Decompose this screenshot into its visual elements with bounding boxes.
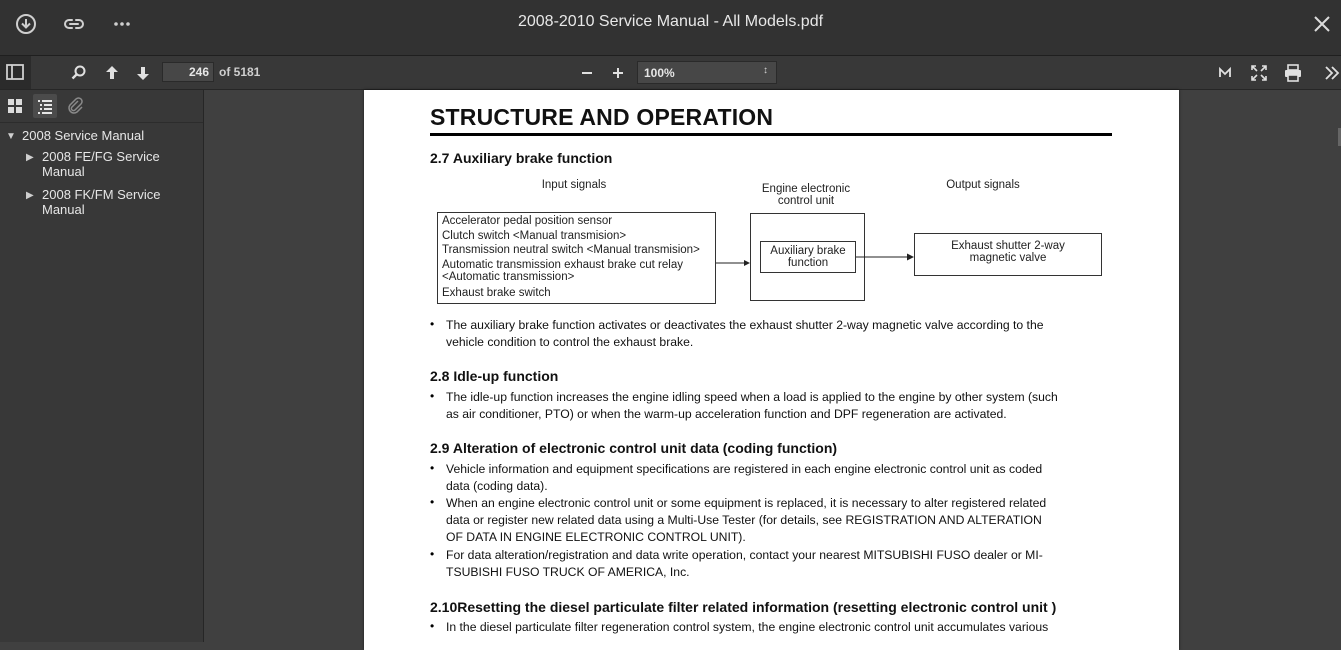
zoom-select[interactable] bbox=[637, 61, 777, 84]
outline-icon[interactable] bbox=[33, 94, 57, 118]
bullet-line: Vehicle information and equipment specifications are registered in each engine electronic control unit as coded bbox=[446, 462, 1043, 476]
bullet-dot: • bbox=[430, 495, 435, 509]
output-line2: magnetic valve bbox=[969, 252, 1047, 264]
bullet-dot: • bbox=[430, 461, 435, 475]
output-line1: Exhaust shutter 2-way bbox=[951, 240, 1065, 252]
chevron-updown-icon: ↕ bbox=[763, 65, 768, 76]
bullet-line: TSUBISHI FUSO TRUCK OF AMERICA, Inc. bbox=[446, 565, 690, 579]
bullet-line: The auxiliary brake function activates or deactivates the exhaust shutter 2-way magnetic valve according to the bbox=[446, 318, 1044, 332]
bullet-item bbox=[430, 619, 1112, 636]
bullet-line: data (coding data). bbox=[446, 479, 548, 493]
section-title-2-10: 2.10Resetting the diesel particulate filter related information (resetting electronic control unit ) bbox=[430, 599, 1057, 615]
input-signal: <Automatic transmission> bbox=[442, 271, 575, 283]
plus-icon[interactable] bbox=[607, 62, 629, 84]
sidebar-tabs bbox=[0, 90, 203, 123]
diagram-ecu-header-line2: control unit bbox=[777, 195, 835, 207]
bullet-item bbox=[430, 495, 1112, 546]
search-icon[interactable] bbox=[68, 62, 90, 84]
outline-item-label: 2008 Service Manual bbox=[22, 128, 145, 143]
bullet-item bbox=[430, 547, 1112, 581]
print-icon[interactable] bbox=[1282, 62, 1304, 84]
page-count: of 5181 bbox=[219, 65, 261, 79]
bullet-line: OF DATA IN ENGINE ELECTRONIC CONTROL UNIT). bbox=[446, 530, 746, 544]
input-signals-list bbox=[442, 214, 700, 300]
bullet-item bbox=[430, 317, 1112, 351]
sidebar-toggle-icon bbox=[5, 62, 25, 82]
triangle-down-icon[interactable]: ▼ bbox=[6, 131, 16, 142]
bullet-dot: • bbox=[430, 317, 435, 331]
arrow-up-icon[interactable] bbox=[101, 62, 123, 84]
diagram-ecu-header-line1: Engine electronic bbox=[761, 183, 851, 195]
document-outline bbox=[0, 126, 203, 224]
triangle-right-icon[interactable]: ▶ bbox=[26, 152, 34, 163]
input-signal: Clutch switch <Manual transmision> bbox=[442, 229, 627, 242]
window-title: 2008-2010 Service Manual - All Models.pdf bbox=[517, 13, 824, 30]
page-number-input[interactable] bbox=[162, 62, 214, 82]
pdf-page bbox=[364, 90, 1179, 650]
fullscreen-icon[interactable] bbox=[1248, 62, 1270, 84]
title-bar bbox=[0, 0, 1341, 56]
bullet-line: vehicle condition to control the exhaust brake. bbox=[446, 335, 694, 349]
arrow-down-icon[interactable] bbox=[132, 62, 154, 84]
thumbnails-icon[interactable] bbox=[3, 94, 27, 118]
double-chevron-icon[interactable] bbox=[1320, 62, 1341, 84]
triangle-right-icon[interactable]: ▶ bbox=[26, 190, 34, 201]
bullet-line: as air conditioner, PTO) or when the warm-up acceleration function and DPF regeneration are activated. bbox=[446, 407, 1007, 421]
bullet-item bbox=[430, 461, 1112, 495]
diagram-output-header: Output signals bbox=[946, 179, 1020, 191]
diagram-arrows bbox=[716, 250, 916, 270]
minus-icon[interactable] bbox=[576, 62, 598, 84]
section-title-2-7: 2.7 Auxiliary brake function bbox=[430, 150, 613, 166]
presentation-icon[interactable] bbox=[1214, 62, 1236, 84]
page-heading: STRUCTURE AND OPERATION bbox=[430, 104, 774, 130]
bullet-dot: • bbox=[430, 389, 435, 403]
input-signal: Automatic transmission exhaust brake cut relay bbox=[442, 258, 683, 271]
bullet-line: When an engine electronic control unit or some equipment is replaced, it is necessary to alter registered related bbox=[446, 496, 1047, 510]
aux-brake-line2: function bbox=[787, 257, 829, 269]
bullet-line: The idle-up function increases the engine idling speed when a load is applied to the engine by other system (such bbox=[446, 390, 1058, 404]
section-title-2-8: 2.8 Idle-up function bbox=[430, 368, 559, 384]
bullet-dot: • bbox=[430, 547, 435, 561]
outline-item-label: 2008 FK/FM Service bbox=[42, 187, 161, 202]
input-signal: Accelerator pedal position sensor bbox=[442, 215, 613, 227]
aux-brake-line1: Auxiliary brake bbox=[770, 245, 846, 257]
input-signal: Exhaust brake switch bbox=[442, 286, 551, 299]
section-title-2-9: 2.9 Alteration of electronic control unit data (coding function) bbox=[430, 440, 838, 456]
bullet-line: For data alteration/registration and data write operation, contact your nearest MITSUBISHI FUSO dealer or MI- bbox=[446, 548, 1043, 562]
outline-item-2008-service-manual[interactable] bbox=[0, 126, 203, 148]
outline-item-label: Manual bbox=[42, 202, 85, 217]
outline-item-label: Manual bbox=[42, 164, 85, 179]
heading-rule bbox=[430, 133, 1112, 136]
close-icon[interactable] bbox=[1310, 12, 1334, 36]
bullet-line: data or register new related data using a Multi-Use Tester (for details, see REGISTRATION AND ALTERATION bbox=[446, 513, 1042, 527]
sidebar-toggle-button[interactable] bbox=[0, 56, 31, 89]
attachments-icon[interactable] bbox=[63, 94, 87, 118]
bullet-line: In the diesel particulate filter regeneration control system, the engine electronic control unit accumulates various bbox=[446, 620, 1049, 634]
outline-item-fk-fm[interactable] bbox=[0, 186, 203, 224]
sidebar bbox=[0, 90, 204, 642]
diagram-input-header: Input signals bbox=[541, 179, 607, 191]
outline-item-fe-fg[interactable] bbox=[0, 148, 203, 186]
input-signal: Transmission neutral switch <Manual transmision> bbox=[442, 244, 700, 256]
zoom-value: 100% bbox=[644, 66, 675, 80]
bullet-item bbox=[430, 389, 1112, 423]
bullet-dot: • bbox=[430, 619, 435, 633]
outline-item-label: 2008 FE/FG Service bbox=[42, 149, 160, 164]
